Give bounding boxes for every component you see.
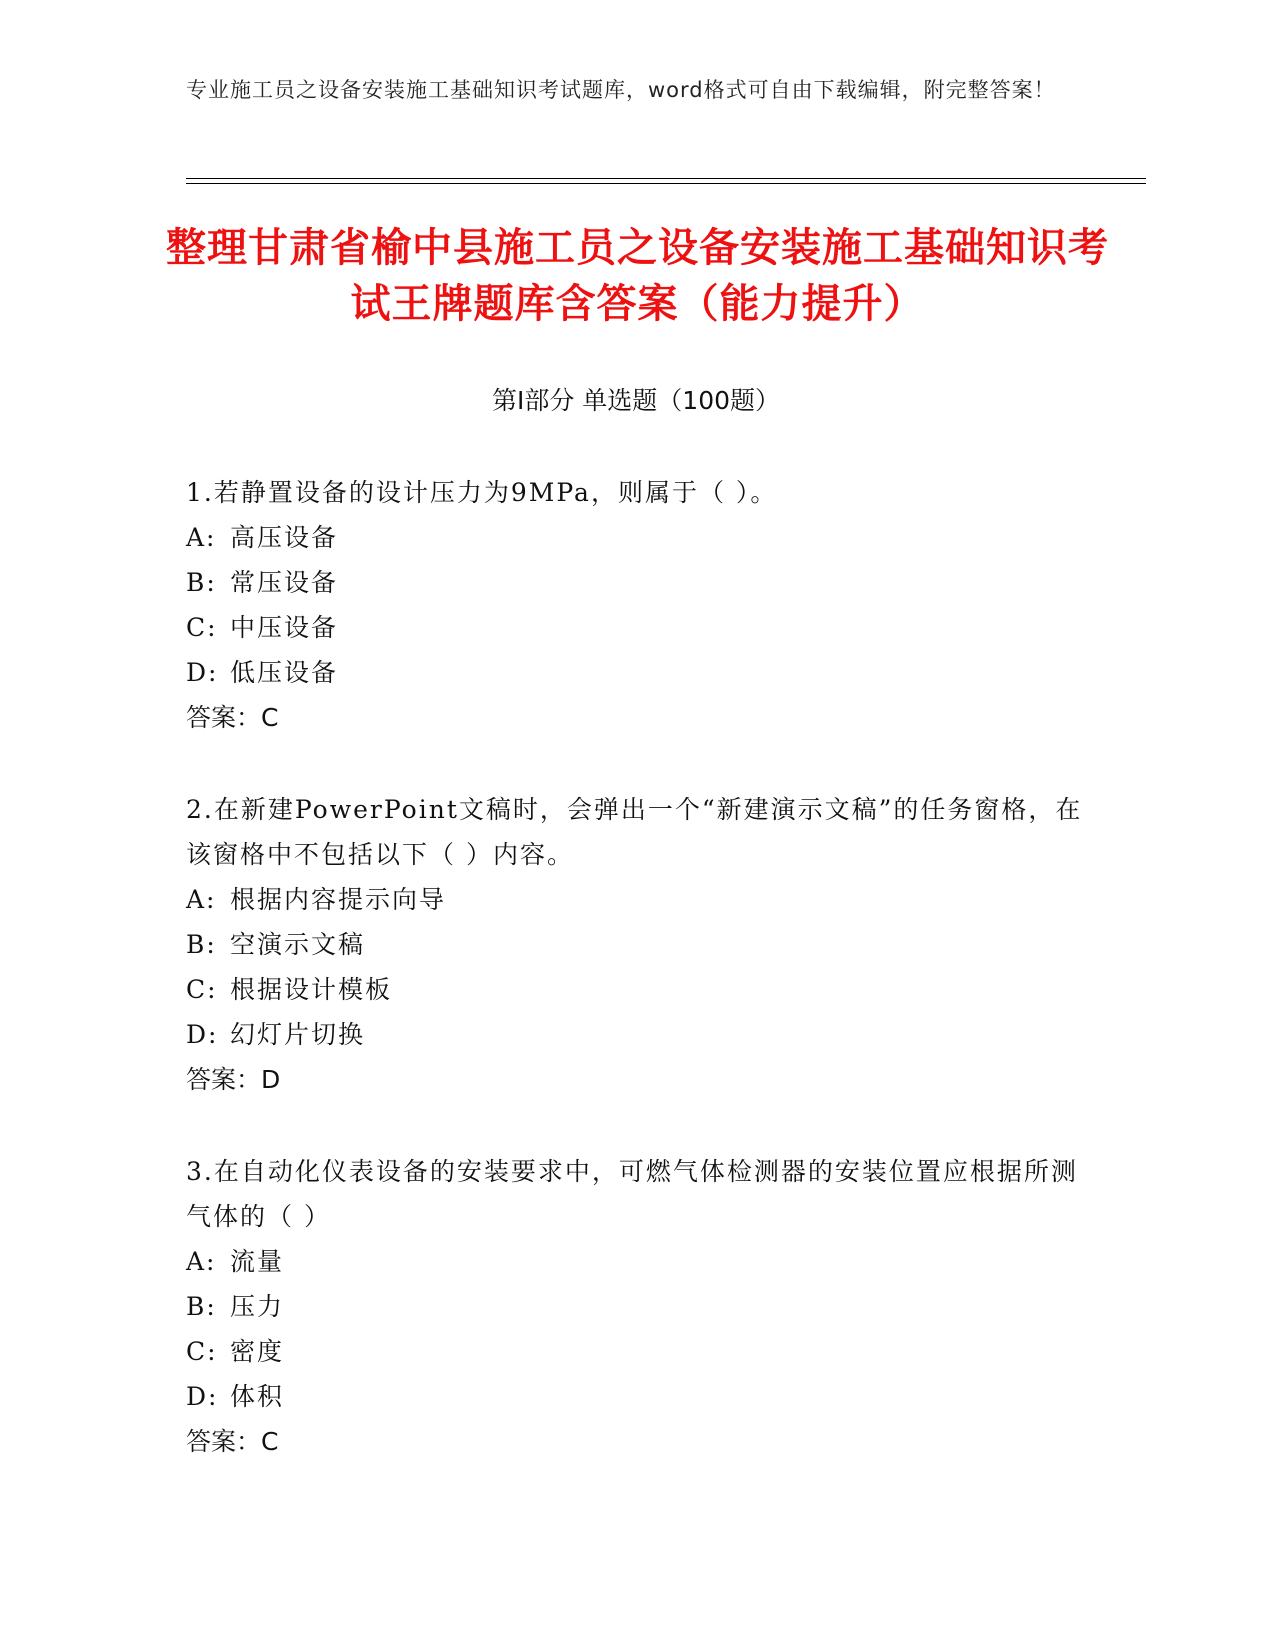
option-text: 压力: [230, 1292, 285, 1321]
option-text: 低压设备: [230, 658, 339, 687]
option-d: [186, 1374, 1086, 1419]
option-a: [186, 515, 1086, 560]
option-text: 根据内容提示向导: [230, 885, 447, 914]
answer-line: 答案：D: [186, 1065, 281, 1094]
header-note: 专业施工员之设备安装施工基础知识考试题库，word格式可自由下载编辑，附完整答案！: [186, 78, 1056, 102]
question-stem: 2.在新建PowerPoint文稿时，会弹出一个“新建演示文稿”的任务窗格，在该窗格中不包括以下（ ）内容。: [186, 795, 1083, 869]
option-text: 高压设备: [230, 523, 339, 552]
option-letter: D:: [186, 658, 219, 687]
question-3: [186, 1149, 1086, 1464]
option-text: 空演示文稿: [230, 930, 366, 959]
option-letter: C:: [186, 975, 218, 1004]
option-c: [186, 605, 1086, 650]
document-title: 整理甘肃省榆中县施工员之设备安装施工基础知识考试王牌题库含答案（能力提升）: [166, 225, 1109, 327]
option-text: 常压设备: [230, 568, 339, 597]
question-stem: 1.若静置设备的设计压力为9MPa，则属于（ ）。: [186, 478, 778, 507]
option-letter: B:: [186, 930, 217, 959]
option-letter: A:: [186, 1247, 217, 1276]
option-b: [186, 1284, 1086, 1329]
question-list: [186, 470, 1086, 1511]
option-letter: A:: [186, 523, 217, 552]
header-divider-top: [186, 178, 1146, 179]
option-text: 幻灯片切换: [230, 1020, 366, 1049]
option-letter: B:: [186, 1292, 217, 1321]
option-text: 密度: [230, 1337, 285, 1366]
answer-line: 答案：C: [186, 703, 279, 732]
option-letter: D:: [186, 1020, 219, 1049]
option-text: 流量: [230, 1247, 285, 1276]
question-2: [186, 787, 1086, 1102]
option-text: 体积: [230, 1382, 285, 1411]
option-letter: B:: [186, 568, 217, 597]
option-text: 中压设备: [230, 613, 339, 642]
option-d: [186, 650, 1086, 695]
section-heading: 第Ⅰ部分 单选题（100题）: [491, 386, 781, 415]
question-1: [186, 470, 1086, 740]
option-b: [186, 560, 1086, 605]
option-letter: C:: [186, 613, 218, 642]
option-a: [186, 877, 1086, 922]
answer-line: 答案：C: [186, 1427, 279, 1456]
question-stem: 3.在自动化仪表设备的安装要求中，可燃气体检测器的安装位置应根据所测气体的（ ）: [186, 1157, 1078, 1231]
option-letter: D:: [186, 1382, 219, 1411]
header-divider-bottom: [186, 183, 1146, 184]
option-letter: C:: [186, 1337, 218, 1366]
option-c: [186, 1329, 1086, 1374]
option-d: [186, 1012, 1086, 1057]
option-c: [186, 967, 1086, 1012]
option-letter: A:: [186, 885, 217, 914]
option-b: [186, 922, 1086, 967]
option-text: 根据设计模板: [230, 975, 393, 1004]
option-a: [186, 1239, 1086, 1284]
